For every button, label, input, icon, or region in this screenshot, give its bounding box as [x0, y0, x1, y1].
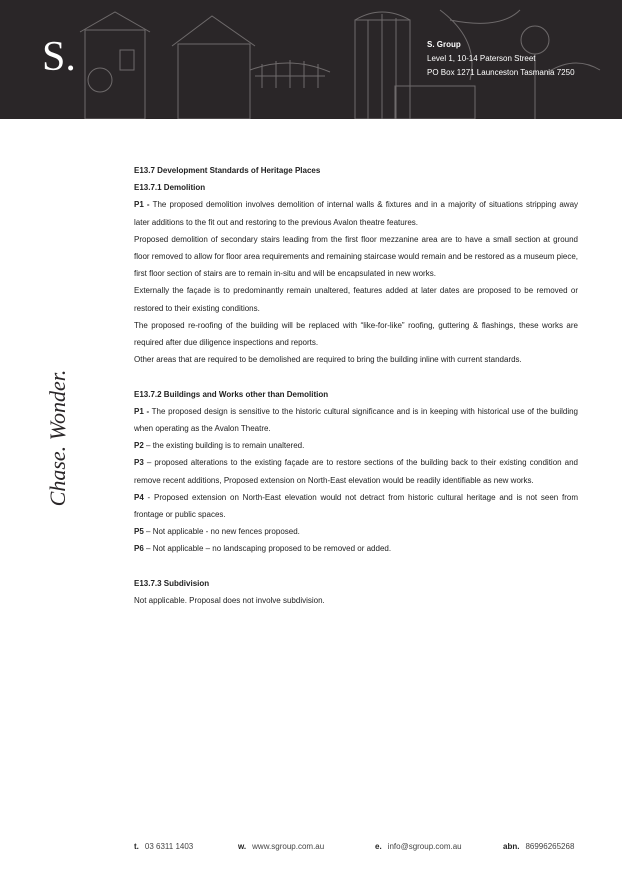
phone-label: t.	[134, 842, 139, 851]
address-line-2: PO Box 1271 Launceston Tasmania 7250	[427, 68, 575, 77]
email-value[interactable]: info@sgroup.com.au	[387, 842, 462, 851]
demolition-heading: E13.7.1 Demolition	[134, 183, 206, 193]
email-label: e.	[375, 842, 382, 851]
subdivision-heading: E13.7.3 Subdivision	[134, 578, 210, 588]
item-label: P1 -	[134, 406, 150, 416]
demolition-paragraph-4: The proposed re-roofing of the building will be replaced with “like-for-like” roofing, guttering & flashings, these works are required after due diligence inspections and reports.	[134, 320, 578, 348]
phone-value: 03 6311 1403	[144, 842, 194, 851]
item-text: - Proposed extension on North-East elevation would not detract from historic cultural heritage and is not seen from frontage or public spaces.	[134, 492, 578, 520]
footer-website[interactable]	[238, 842, 324, 851]
item-label: P3	[134, 458, 144, 468]
item-text: – Not applicable - no new fences proposed.	[143, 527, 300, 537]
item-label: P4	[134, 492, 144, 502]
section-title: E13.7 Development Standards of Heritage Places	[134, 166, 321, 175]
company-address-block	[427, 38, 575, 80]
works-item-p3	[134, 454, 578, 488]
works-item-p4	[134, 489, 578, 523]
website-label: w.	[238, 842, 247, 851]
item-label: P5	[134, 527, 144, 537]
works-item-p5	[134, 523, 578, 540]
demolition-paragraph-2: Proposed demolition of secondary stairs leading from the first floor mezzanine area are to have a small section at ground floor removed to allow for floor area requirements and remaining staircase would remain and be restored as a museum piece, first floor section of stairs are to remain in-situ and will be encapsulated in new works.	[134, 234, 578, 279]
demolition-p1	[134, 196, 578, 230]
abn-value: 86996265268	[525, 842, 575, 851]
company-name: S. Group	[427, 40, 461, 49]
item-text: – Not applicable – no landscaping proposed to be removed or added.	[143, 544, 392, 554]
buildings-works-heading: E13.7.2 Buildings and Works other than Demolition	[134, 389, 329, 399]
demolition-paragraph-3: Externally the façade is to predominantly remain unaltered, features added at later dates are proposed to be removed or restored to their existing conditions.	[134, 286, 578, 313]
address-line-1: Level 1, 10-14 Paterson Street	[427, 54, 536, 63]
tagline: Chase. Wonder.	[45, 369, 70, 507]
works-item-p6	[134, 540, 578, 557]
works-item-p1	[134, 403, 578, 437]
works-item-p2	[134, 437, 578, 454]
item-text: – proposed alterations to the existing façade are to restore sections of the building back to their existing condition and remove recent additions, Proposed extension on North-East elevation would be readily identifiable as new works.	[134, 458, 578, 485]
demolition-paragraph-5: Other areas that are required to be demolished are required to bring the building inline with current standards.	[134, 355, 522, 365]
p1-label: P1 -	[134, 200, 150, 210]
footer-email[interactable]	[375, 842, 462, 851]
item-label: P2	[134, 441, 144, 451]
item-label: P6	[134, 544, 144, 554]
p1-text: The proposed demolition involves demolition of internal walls & fixtures and in a majority of situations stripping away later additions to the fit out and restoring to the previous Avalon theatre features.	[134, 200, 579, 227]
footer-abn	[503, 842, 574, 851]
item-text: – the existing building is to remain unaltered.	[143, 441, 305, 451]
website-value[interactable]: www.sgroup.com.au	[252, 842, 325, 851]
company-logo: S.	[42, 34, 76, 80]
abn-label: abn.	[503, 842, 520, 851]
footer-phone	[134, 842, 193, 851]
subdivision-text: Not applicable. Proposal does not involve subdivision.	[134, 596, 325, 606]
letterhead-banner	[0, 0, 622, 119]
item-text: The proposed design is sensitive to the historic cultural significance and is in keeping with historical use of the building when operating as the Avalon Theatre.	[134, 406, 579, 434]
document-body	[134, 162, 578, 609]
